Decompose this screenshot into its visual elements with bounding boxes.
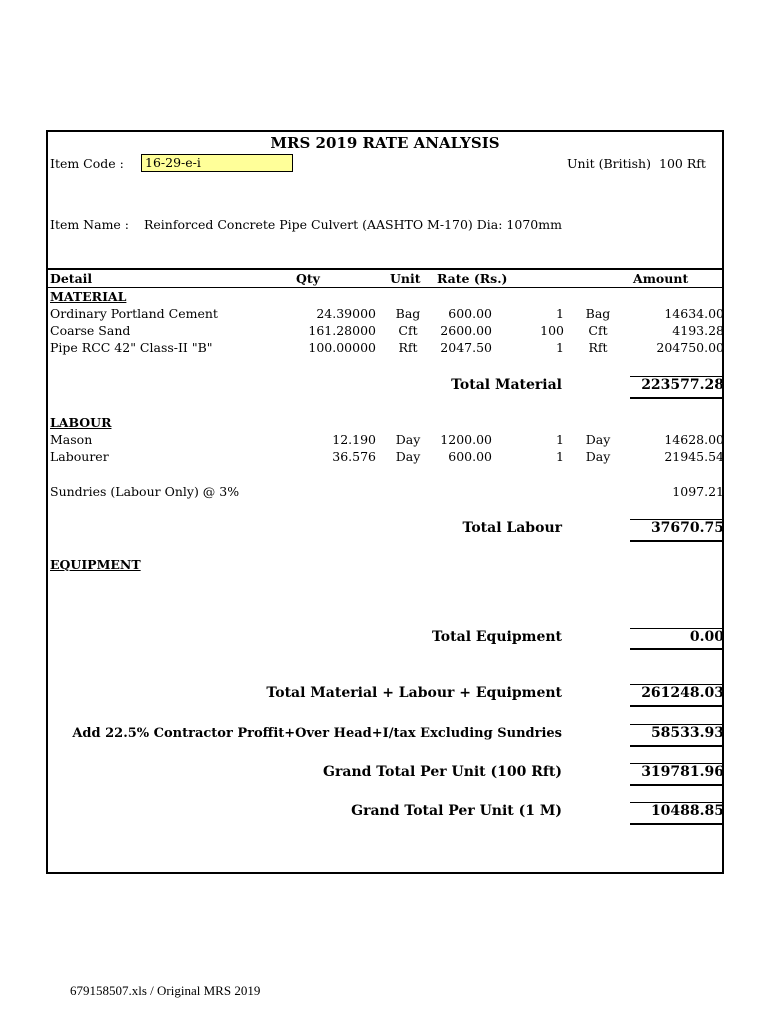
header-top-rule bbox=[48, 268, 722, 270]
rate-analysis-sheet bbox=[46, 130, 724, 874]
row-rate: 600.00 bbox=[448, 306, 492, 321]
total-material-label: Total Material bbox=[451, 377, 562, 393]
row-per-unit: Day bbox=[585, 449, 611, 464]
sundries-label: Sundries (Labour Only) @ 3% bbox=[50, 484, 240, 499]
total-material-rule-bottom bbox=[630, 397, 724, 399]
total-mle-value: 261248.03 bbox=[641, 685, 724, 701]
row-detail: Coarse Sand bbox=[50, 323, 131, 338]
row-per: 1 bbox=[556, 306, 564, 321]
grand-total-100-label: Grand Total Per Unit (100 Rft) bbox=[323, 764, 562, 780]
grand-total-100-rule-bottom bbox=[630, 784, 724, 786]
row-unit: Bag bbox=[395, 306, 421, 321]
row-per-unit: Cft bbox=[588, 323, 608, 338]
row-rate: 2047.50 bbox=[440, 340, 492, 355]
col-qty: Qty bbox=[296, 271, 320, 286]
item-code-field[interactable]: 16-29-e-i bbox=[141, 154, 293, 172]
col-rate: Rate (Rs.) bbox=[437, 271, 508, 286]
total-material-value: 223577.28 bbox=[641, 377, 724, 393]
total-labour-label: Total Labour bbox=[462, 520, 562, 536]
profit-value: 58533.93 bbox=[650, 725, 724, 741]
row-detail: Mason bbox=[50, 432, 93, 447]
row-per-unit: Rft bbox=[588, 340, 608, 355]
row-rate: 1200.00 bbox=[440, 432, 492, 447]
total-labour-rule-bottom bbox=[630, 540, 724, 542]
header-bottom-rule bbox=[48, 287, 722, 288]
row-detail: Pipe RCC 42" Class-II "B" bbox=[50, 340, 213, 355]
row-per-unit: Bag bbox=[585, 306, 611, 321]
profit-label: Add 22.5% Contractor Proffit+Over Head+I/tax Excluding Sundries bbox=[72, 726, 562, 741]
grand-total-1m-rule-bottom bbox=[630, 823, 724, 825]
item-name-label: Item Name : bbox=[50, 217, 130, 232]
total-labour-value: 37670.75 bbox=[650, 520, 724, 536]
unit-value: 100 Rft bbox=[659, 156, 706, 171]
equipment-heading: EQUIPMENT bbox=[50, 557, 141, 572]
row-unit: Day bbox=[395, 449, 421, 464]
row-unit: Day bbox=[395, 432, 421, 447]
row-amount: 21945.54 bbox=[664, 449, 724, 464]
item-code-label: Item Code : bbox=[50, 156, 124, 171]
row-amount: 14634.00 bbox=[664, 306, 724, 321]
grand-total-1m-value: 10488.85 bbox=[650, 803, 724, 819]
sundries-value: 1097.21 bbox=[672, 484, 724, 499]
labour-heading: LABOUR bbox=[50, 415, 112, 430]
row-per-unit: Day bbox=[585, 432, 611, 447]
total-equipment-value: 0.00 bbox=[689, 629, 724, 645]
sheet-title: MRS 2019 RATE ANALYSIS bbox=[270, 134, 500, 152]
col-unit: Unit bbox=[390, 271, 421, 286]
row-per: 1 bbox=[556, 340, 564, 355]
total-mle-rule-bottom bbox=[630, 705, 724, 707]
row-rate: 600.00 bbox=[448, 449, 492, 464]
profit-rule-bottom bbox=[630, 745, 724, 747]
page-footer: 679158507.xls / Original MRS 2019 bbox=[70, 983, 261, 998]
total-mle-label: Total Material + Labour + Equipment bbox=[266, 685, 562, 701]
row-unit: Rft bbox=[398, 340, 418, 355]
grand-total-1m-label: Grand Total Per Unit (1 M) bbox=[351, 803, 562, 819]
row-qty: 100.00000 bbox=[308, 340, 376, 355]
row-amount: 4193.28 bbox=[672, 323, 724, 338]
row-amount: 14628.00 bbox=[664, 432, 724, 447]
row-detail: Ordinary Portland Cement bbox=[50, 306, 218, 321]
item-name: Reinforced Concrete Pipe Culvert (AASHTO M-170) Dia: 1070mm bbox=[144, 217, 562, 232]
row-per: 1 bbox=[556, 449, 564, 464]
unit-label: Unit (British) bbox=[567, 156, 651, 171]
col-amount: Amount bbox=[633, 271, 689, 286]
total-equipment-rule-bottom bbox=[630, 648, 724, 650]
row-qty: 12.190 bbox=[332, 432, 376, 447]
row-qty: 161.28000 bbox=[308, 323, 376, 338]
row-detail: Labourer bbox=[50, 449, 109, 464]
row-per: 1 bbox=[556, 432, 564, 447]
row-amount: 204750.00 bbox=[656, 340, 724, 355]
col-detail: Detail bbox=[50, 271, 93, 286]
row-qty: 24.39000 bbox=[316, 306, 376, 321]
total-equipment-label: Total Equipment bbox=[432, 629, 562, 645]
grand-total-100-value: 319781.96 bbox=[641, 764, 724, 780]
material-heading: MATERIAL bbox=[50, 289, 127, 304]
row-qty: 36.576 bbox=[332, 449, 376, 464]
row-rate: 2600.00 bbox=[440, 323, 492, 338]
row-per: 100 bbox=[540, 323, 564, 338]
row-unit: Cft bbox=[398, 323, 418, 338]
